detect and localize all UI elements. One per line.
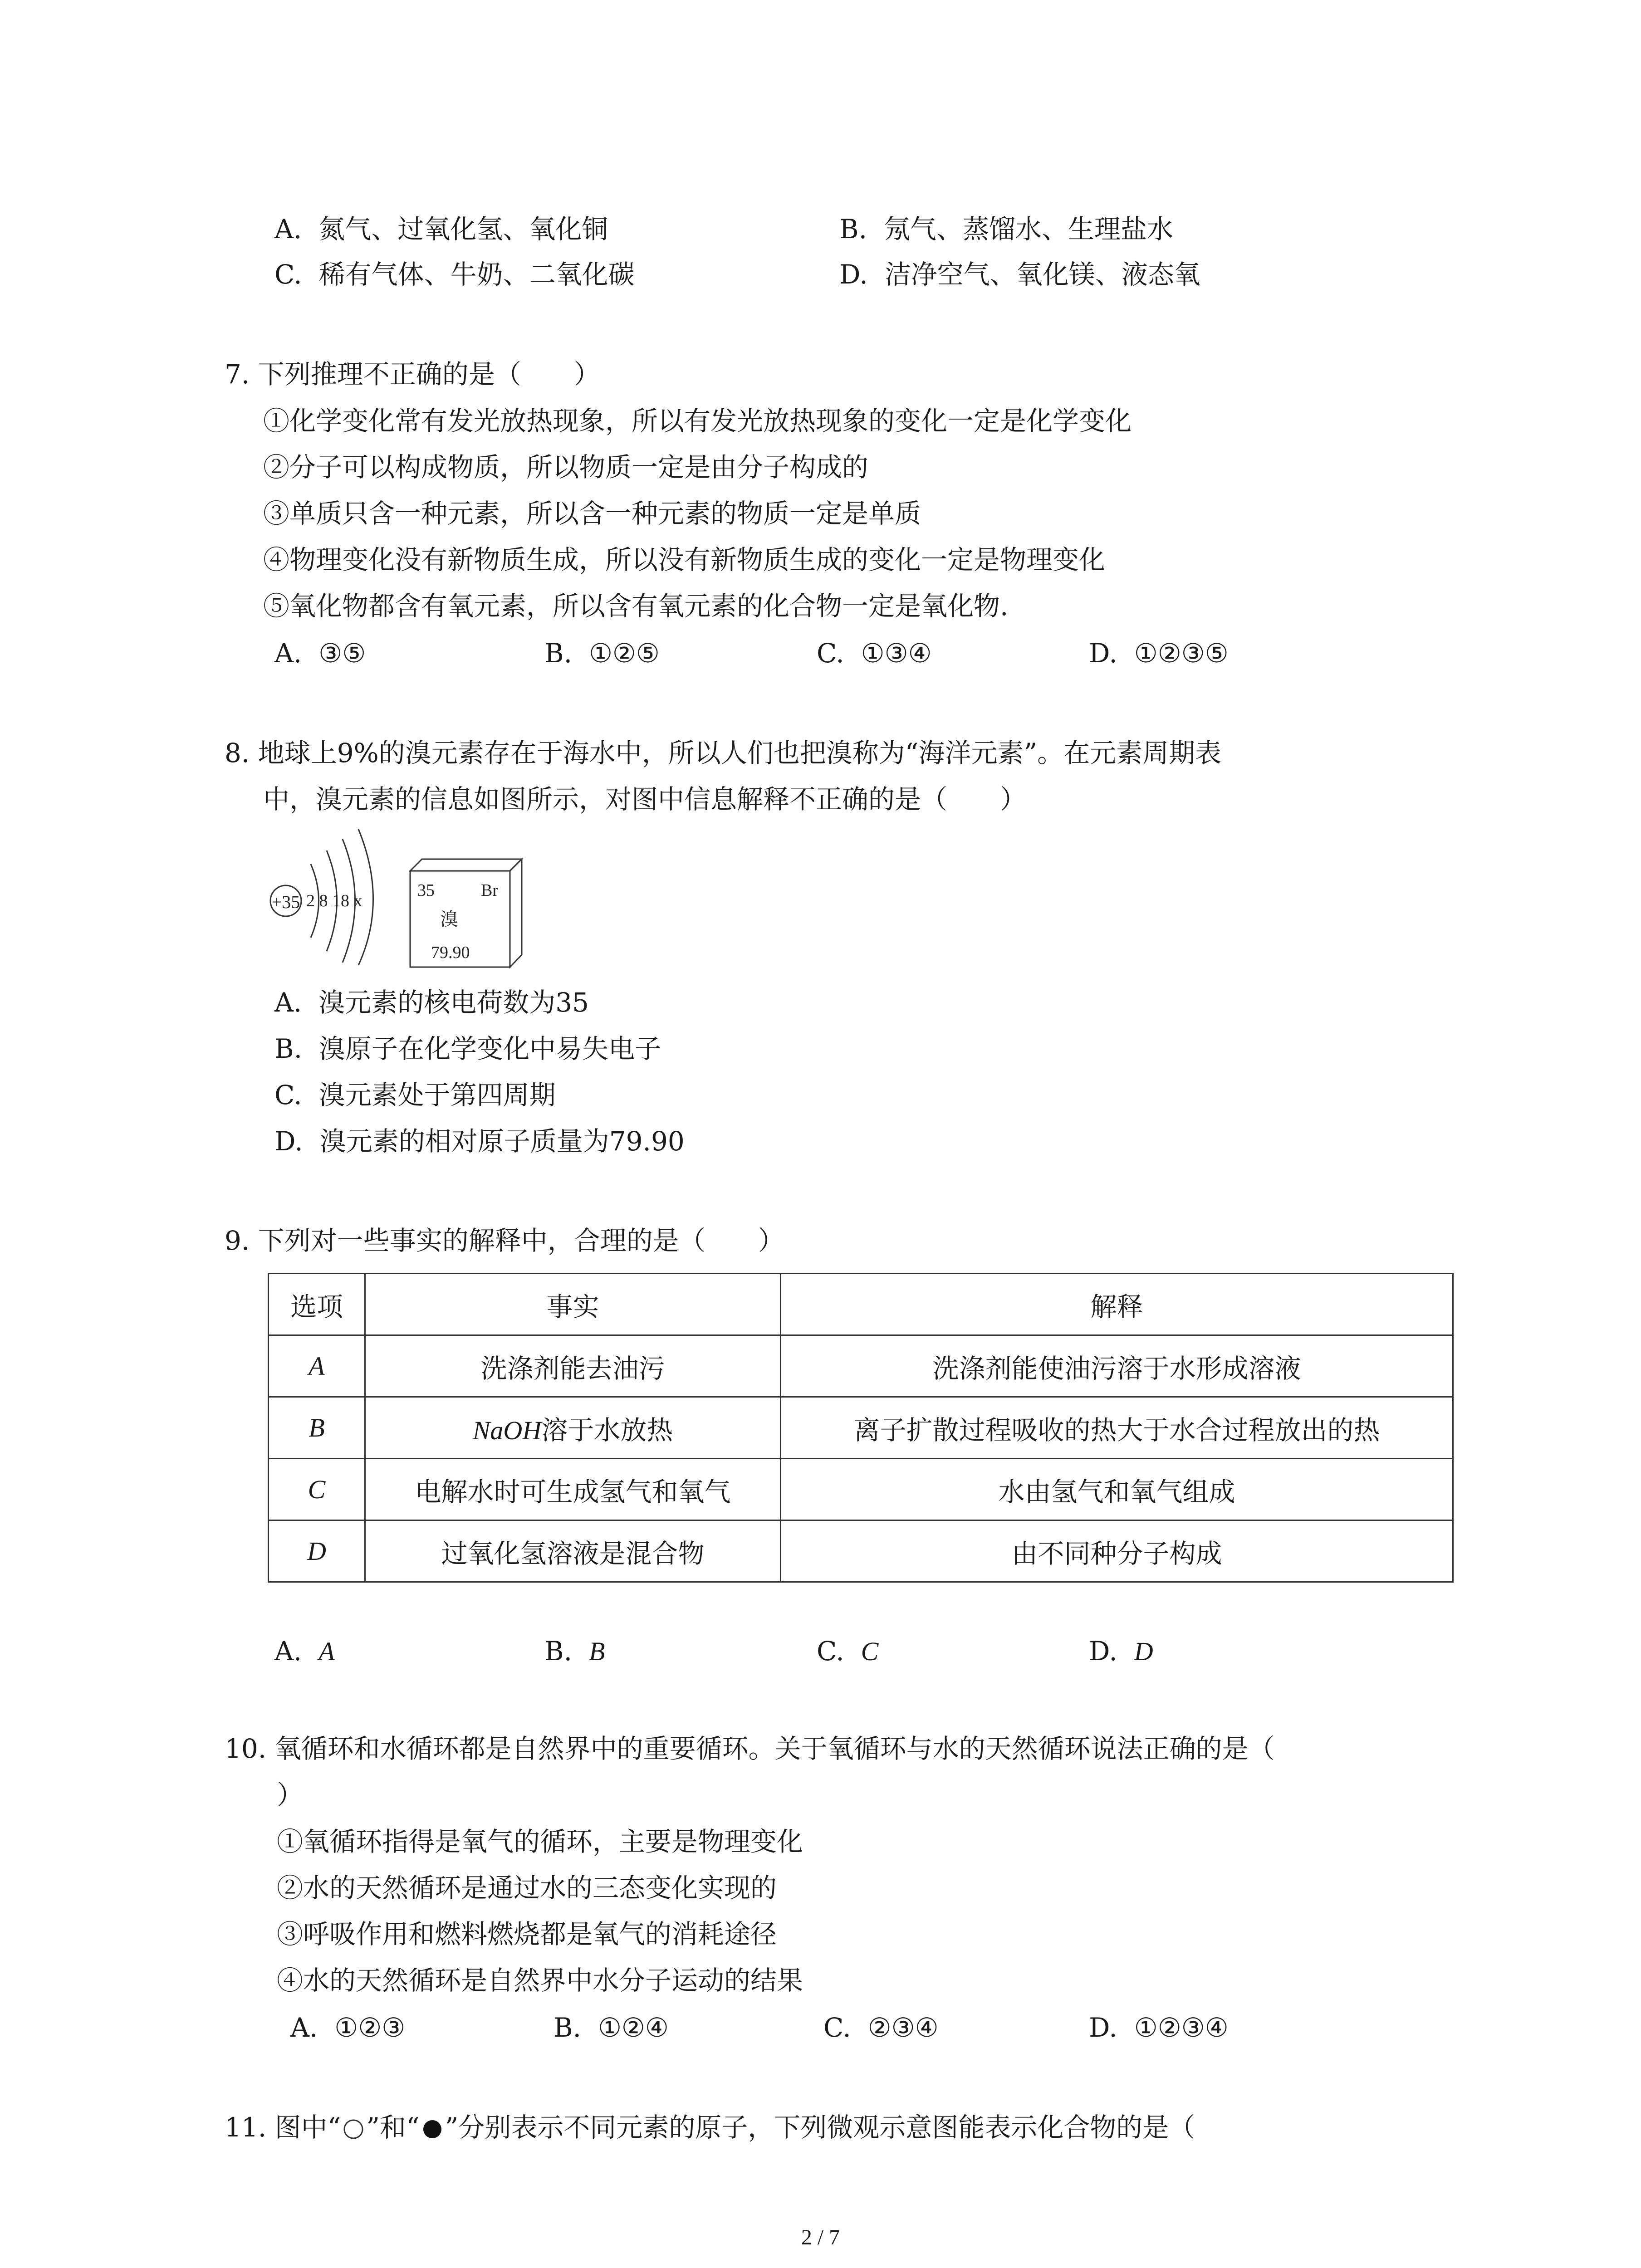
table-cell-fact: 电解水时可生成氢气和氧气 xyxy=(365,1459,781,1520)
table-cell-explain: 水由氢气和氧气组成 xyxy=(781,1459,1453,1520)
q10-option-b: B. ①②④ xyxy=(554,2012,669,2043)
table-header-row xyxy=(269,1274,1453,1335)
fact-text: 溶于水放热 xyxy=(541,1414,673,1446)
table-cell-fact: 洗涤剂能去油污 xyxy=(365,1335,781,1397)
q10-stem-line2: ） xyxy=(277,1779,304,1810)
q7-option-a: A. ③⑤ xyxy=(274,638,366,669)
table-header-cell: 事实 xyxy=(365,1274,781,1335)
periodic-table-tile xyxy=(408,857,540,971)
q7-item: ⑤氧化物都含有氧元素，所以含有氧元素的化合物一定是氧化物. xyxy=(263,591,1009,621)
q6-option-a: A. 氮气、过氧化氢、氧化铜 xyxy=(274,214,608,244)
table-row xyxy=(269,1520,1453,1582)
q9-option-d: D. D xyxy=(1089,1636,1153,1667)
filled-circle-icon xyxy=(420,2116,445,2141)
q10-option-a: A. ①②③ xyxy=(290,2012,406,2043)
table-cell-option: A xyxy=(269,1335,365,1397)
q7-stem: 7. 下列推理不正确的是（ ） xyxy=(225,359,600,390)
q10-stem-line1: 10. 氧循环和水循环都是自然界中的重要循环。关于氧循环与水的天然循环说法正确的是（ xyxy=(225,1733,1275,1764)
bromine-atom-structure-diagram xyxy=(259,821,395,966)
electron-shell-counts: 2 8 18 x xyxy=(306,891,362,910)
q10-option-c: C. ②③④ xyxy=(823,2012,939,2043)
hollow-circle-icon xyxy=(341,2116,366,2141)
table-cell-option: D xyxy=(269,1520,365,1582)
q8-option-a: A. 溴元素的核电荷数为35 xyxy=(274,987,589,1018)
q8-option-b: B. 溴原子在化学变化中易失电子 xyxy=(274,1033,661,1064)
q10-item: ②水的天然循环是通过水的三态变化实现的 xyxy=(277,1872,777,1903)
table-cell-explain: 洗涤剂能使油污溶于水形成溶液 xyxy=(781,1335,1453,1397)
q8-option-d: D. 溴元素的相对原子质量为79.90 xyxy=(274,1126,685,1157)
q7-option-c: C. ①③④ xyxy=(817,638,932,669)
table-cell-explain: 由不同种分子构成 xyxy=(781,1520,1453,1582)
q10-option-d: D. ①②③④ xyxy=(1089,2012,1229,2043)
naoh-formula: NaOH xyxy=(472,1415,542,1445)
table-header-cell: 选项 xyxy=(269,1274,365,1335)
element-name: 溴 xyxy=(440,909,458,930)
q9-option-a: A. A xyxy=(274,1636,335,1667)
table-row xyxy=(269,1397,1453,1459)
q9-stem: 9. 下列对一些事实的解释中，合理的是（ ） xyxy=(225,1225,784,1256)
page-number: 2 / 7 xyxy=(801,2225,840,2249)
q7-item: ③单质只含一种元素，所以含一种元素的物质一定是单质 xyxy=(263,498,921,529)
table-row xyxy=(269,1335,1453,1397)
table-cell-explain: 离子扩散过程吸收的热大于水合过程放出的热 xyxy=(781,1397,1453,1459)
q9-option-c: C. C xyxy=(817,1636,879,1667)
q8-option-c: C. 溴元素处于第四周期 xyxy=(274,1080,556,1110)
q11-stem: 11. 图中“ ”和“ ”分别表示不同元素的原子，下列微观示意图能表示化合物的是（ xyxy=(225,2112,1195,2143)
nucleus-charge: +35 xyxy=(271,892,300,912)
q8-stem-line1: 8. 地球上9%的溴元素存在于海水中，所以人们也把溴称为“海洋元素”。在元素周期表 xyxy=(225,738,1222,768)
table-cell-fact xyxy=(365,1397,781,1459)
q7-item: ①化学变化常有发光放热现象，所以有发光放热现象的变化一定是化学变化 xyxy=(263,406,1132,436)
q7-item: ④物理变化没有新物质生成，所以没有新物质生成的变化一定是物理变化 xyxy=(263,544,1106,575)
q6-option-c: C. 稀有气体、牛奶、二氧化碳 xyxy=(274,259,635,290)
atomic-number: 35 xyxy=(417,881,435,900)
q7-item: ②分子可以构成物质，所以物质一定是由分子构成的 xyxy=(263,452,869,483)
q9-table xyxy=(268,1273,1454,1583)
q10-item: ①氧循环指得是氧气的循环，主要是物理变化 xyxy=(277,1826,803,1857)
q7-option-b: B. ①②⑤ xyxy=(544,638,660,669)
q6-option-b: B. 氖气、蒸馏水、生理盐水 xyxy=(839,214,1173,244)
q10-item: ④水的天然循环是自然界中水分子运动的结果 xyxy=(277,1965,803,1996)
table-cell-option: C xyxy=(269,1459,365,1520)
q6-option-d: D. 洁净空气、氧化镁、液态氧 xyxy=(839,259,1200,290)
element-symbol: Br xyxy=(481,881,498,900)
table-row xyxy=(269,1459,1453,1520)
q10-item: ③呼吸作用和燃料燃烧都是氧气的消耗途径 xyxy=(277,1919,777,1950)
table-header-cell: 解释 xyxy=(781,1274,1453,1335)
q7-option-d: D. ①②③⑤ xyxy=(1089,638,1229,669)
table-cell-fact: 过氧化氢溶液是混合物 xyxy=(365,1520,781,1582)
table-cell-option: B xyxy=(269,1397,365,1459)
q9-option-b: B. B xyxy=(544,1636,605,1667)
atomic-mass: 79.90 xyxy=(431,943,470,962)
q8-stem-line2: 中，溴元素的信息如图所示，对图中信息解释不正确的是（ ） xyxy=(263,784,1027,815)
